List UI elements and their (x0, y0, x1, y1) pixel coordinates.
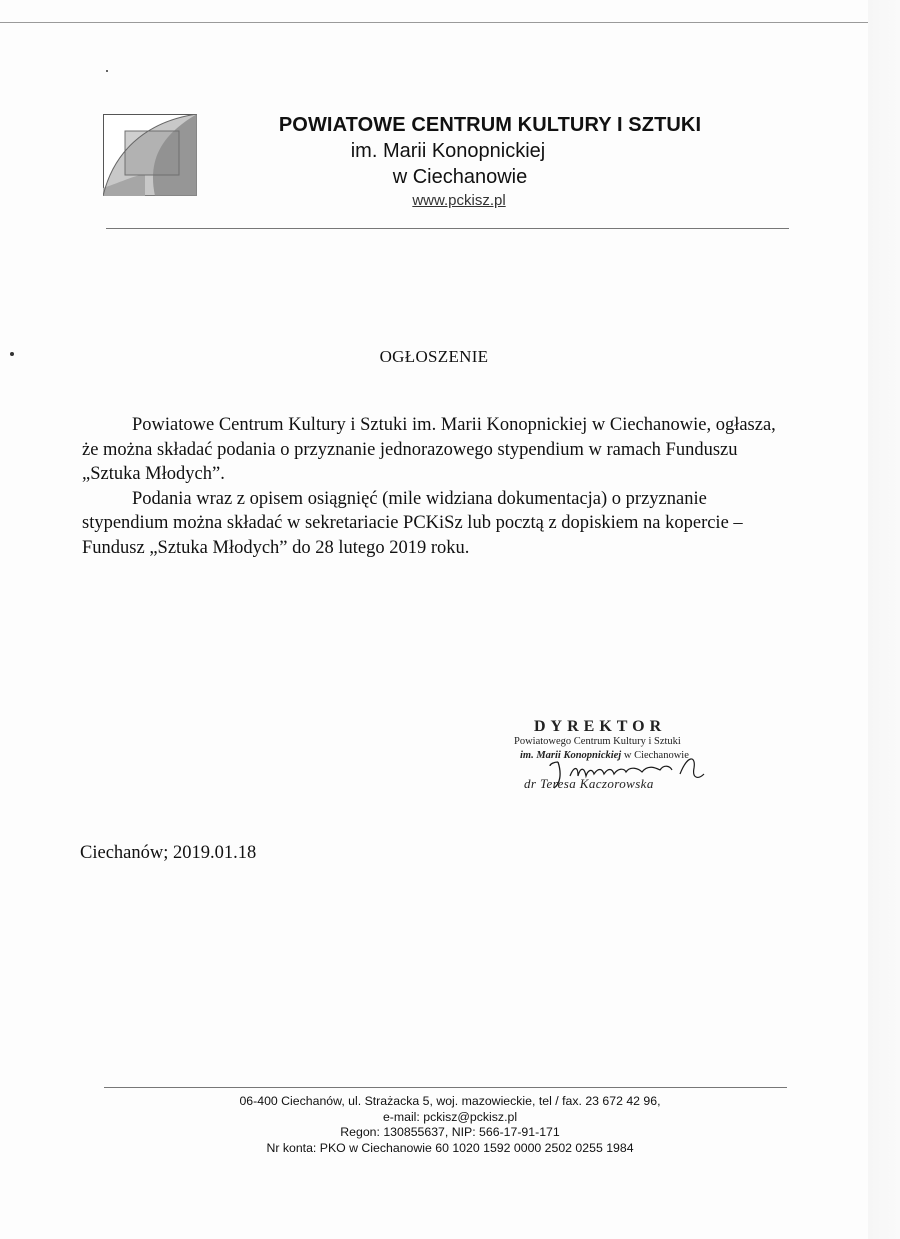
place-and-date: Ciechanów; 2019.01.18 (80, 843, 257, 863)
organization-city: w Ciechanowie (392, 166, 528, 188)
footer-bank-account: Nr konta: PKO w Ciechanowie 60 1020 1592 0000 2502 0255 1984 (266, 1140, 634, 1155)
stamp-city: w Ciechanowie (621, 750, 689, 761)
stamp-institution: Powiatowego Centrum Kultury i Sztuki (514, 736, 681, 747)
stamp-heading: DYREKTOR (534, 718, 667, 735)
director-stamp (508, 718, 723, 800)
organization-patron: im. Marii Konopnickiej (350, 140, 546, 162)
header-divider (106, 228, 789, 229)
organization-name: POWIATOWE CENTRUM KULTURY I SZTUKI (278, 114, 702, 136)
director-name: dr Teresa Kaczorowska (524, 776, 654, 791)
stamp-patron-italic: im. Marii Konopnickiej (520, 750, 622, 761)
scan-edge-line (0, 22, 868, 23)
scan-speck (106, 70, 108, 72)
website-link[interactable]: www.pckisz.pl (412, 192, 506, 209)
announcement-title: OGŁOSZENIE (379, 347, 489, 366)
footer-address: 06-400 Ciechanów, ul. Strażacka 5, woj. mazowieckie, tel / fax. 23 672 42 96, (239, 1094, 661, 1108)
announcement-paragraph: Podania wraz z opisem osiągnięć (mile widziana dokumentacja) o przyznanie stypendium można składać w sekretariacie PCKiSz lub pocztą z dopiskiem na kopercie – Fundusz „Sztuka Młodych” do 28 lutego 2019 roku. (82, 488, 743, 558)
footer-divider (104, 1087, 787, 1088)
announcement-paragraph: Powiatowe Centrum Kultury i Sztuki im. Marii Konopnickiej w Ciechanowie, ogłasza, że można składać podania o przyznanie jednorazowego stypendium w ramach Funduszu „Sztuka Młodych”. (82, 415, 776, 484)
announcement-body (82, 413, 792, 560)
footer-registry: Regon: 130855637, NIP: 566-17-91-171 (340, 1125, 560, 1139)
footer-email[interactable]: e-mail: pckisz@pckisz.pl (382, 1109, 518, 1124)
letterhead (215, 112, 755, 212)
footer-contact (150, 1094, 750, 1156)
scan-right-margin (868, 0, 900, 1239)
